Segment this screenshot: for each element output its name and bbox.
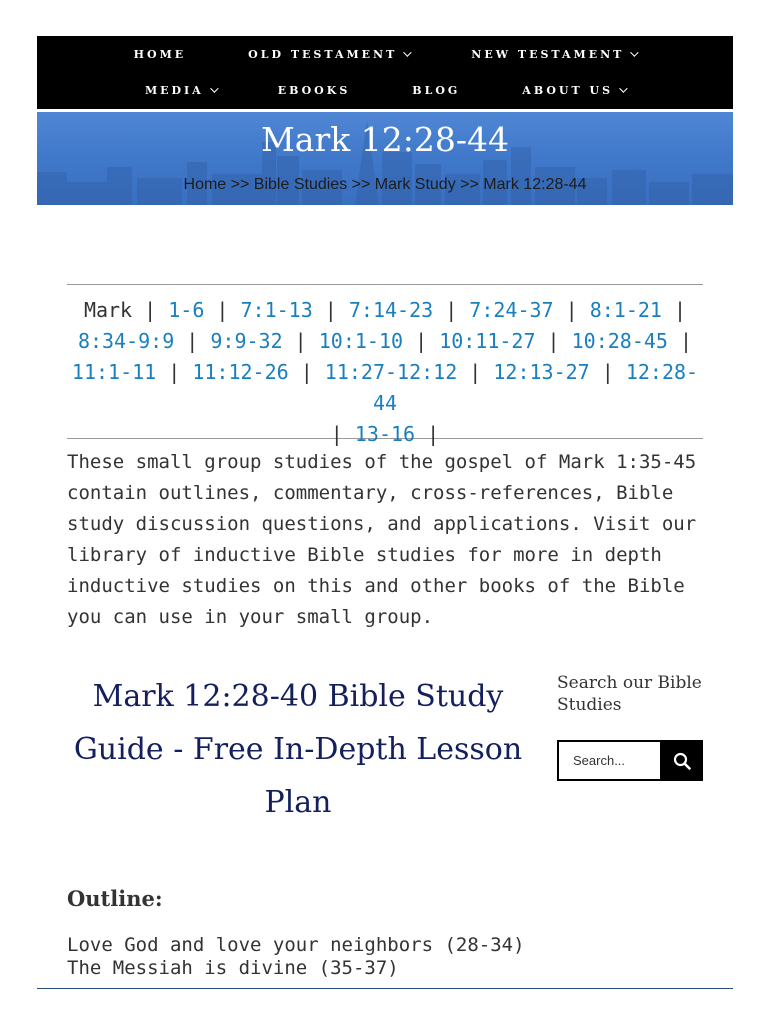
- chapter-link[interactable]: 7:14-23: [348, 298, 434, 322]
- nav-ebooks[interactable]: EBOOKS: [277, 83, 351, 97]
- chapter-link[interactable]: 13-16: [354, 422, 416, 446]
- breadcrumb-separator: >>: [460, 176, 479, 193]
- breadcrumb-mark-study[interactable]: Mark Study: [374, 176, 456, 193]
- outline-item: Love God and love your neighbors (28-34): [67, 934, 525, 956]
- chevron-down-icon: [403, 48, 411, 56]
- outline-list: [67, 934, 525, 980]
- book-label: Mark: [83, 298, 133, 322]
- nav-new-testament[interactable]: NEW TESTAMENT: [440, 48, 667, 61]
- search-label: Search our Bible Studies: [557, 673, 702, 715]
- chapter-link[interactable]: 10:28-45: [571, 329, 668, 353]
- chapter-link[interactable]: 10:11-27: [439, 329, 536, 353]
- page-hero: [37, 112, 733, 205]
- chapter-link[interactable]: 8:1-21: [589, 298, 662, 322]
- nav-home[interactable]: HOME: [133, 47, 187, 61]
- outline-item: The Messiah is divine (35-37): [67, 957, 399, 979]
- main-nav: [37, 36, 733, 109]
- nav-media[interactable]: MEDIA: [114, 84, 247, 97]
- outline-heading: Outline:: [67, 886, 163, 911]
- chapter-link[interactable]: 11:1-11: [71, 360, 157, 384]
- breadcrumb-separator: >>: [230, 176, 250, 193]
- breadcrumb: [37, 176, 733, 194]
- chapter-link[interactable]: 10:1-10: [318, 329, 404, 353]
- search-form: [557, 740, 703, 781]
- search-input[interactable]: [557, 740, 676, 781]
- breadcrumb-current: Mark 12:28-44: [483, 176, 587, 193]
- breadcrumb-separator: >>: [351, 176, 371, 193]
- page-title: Mark 12:28-44: [261, 120, 509, 159]
- chapter-link[interactable]: 11:12-26: [192, 360, 289, 384]
- chapter-link[interactable]: 7:1-13: [240, 298, 313, 322]
- nav-row-2: [37, 72, 733, 108]
- chapter-nav: [67, 284, 703, 446]
- divider: [37, 988, 733, 989]
- breadcrumb-home[interactable]: Home: [183, 176, 227, 193]
- chapter-link[interactable]: 7:24-37: [469, 298, 554, 322]
- chapter-link[interactable]: 12:28-44: [372, 360, 699, 415]
- search-button[interactable]: [660, 740, 703, 781]
- search-icon: [673, 752, 691, 770]
- chevron-down-icon: [619, 84, 627, 92]
- intro-paragraph: These small group studies of the gospel of Mark 1:35-45 contain outlines, commentary, cross-references, Bible study discussion questions, and applications. Visit our library of inductive Bible studies for more in depth inductive studies on this and other books of the Bible you can use in your small group.: [67, 451, 697, 628]
- nav-old-testament[interactable]: OLD TESTAMENT: [217, 48, 440, 61]
- chapter-links: Mark | 1-6 | 7:1-13 | 7:14-23 | 7:24-37 | 8:1-21 | 8:34-9:9 | 9:9-32 | 10:1-10 | 10:11-27 | 10:28-45 | 11:1-11 | 11:12-26 | 11:27-12:12 | 12:13-27 | 12:28-44 | 13-16 |: [71, 298, 699, 446]
- breadcrumb-bible-studies[interactable]: Bible Studies: [253, 176, 348, 193]
- chevron-down-icon: [631, 48, 639, 56]
- chapter-link[interactable]: 12:13-27: [493, 360, 590, 384]
- chapter-link[interactable]: 11:27-12:12: [324, 360, 458, 384]
- chapter-link[interactable]: 8:34-9:9: [77, 329, 175, 353]
- chevron-down-icon: [210, 84, 218, 92]
- nav-row-1: [37, 36, 733, 72]
- chapter-link[interactable]: 9:9-32: [210, 329, 283, 353]
- study-title: Mark 12:28-40 Bible Study Guide - Free In-Depth Lesson Plan: [73, 679, 523, 820]
- nav-blog[interactable]: BLOG: [412, 83, 461, 97]
- nav-about-us[interactable]: ABOUT US: [491, 84, 656, 97]
- chapter-link[interactable]: 1-6: [168, 298, 205, 322]
